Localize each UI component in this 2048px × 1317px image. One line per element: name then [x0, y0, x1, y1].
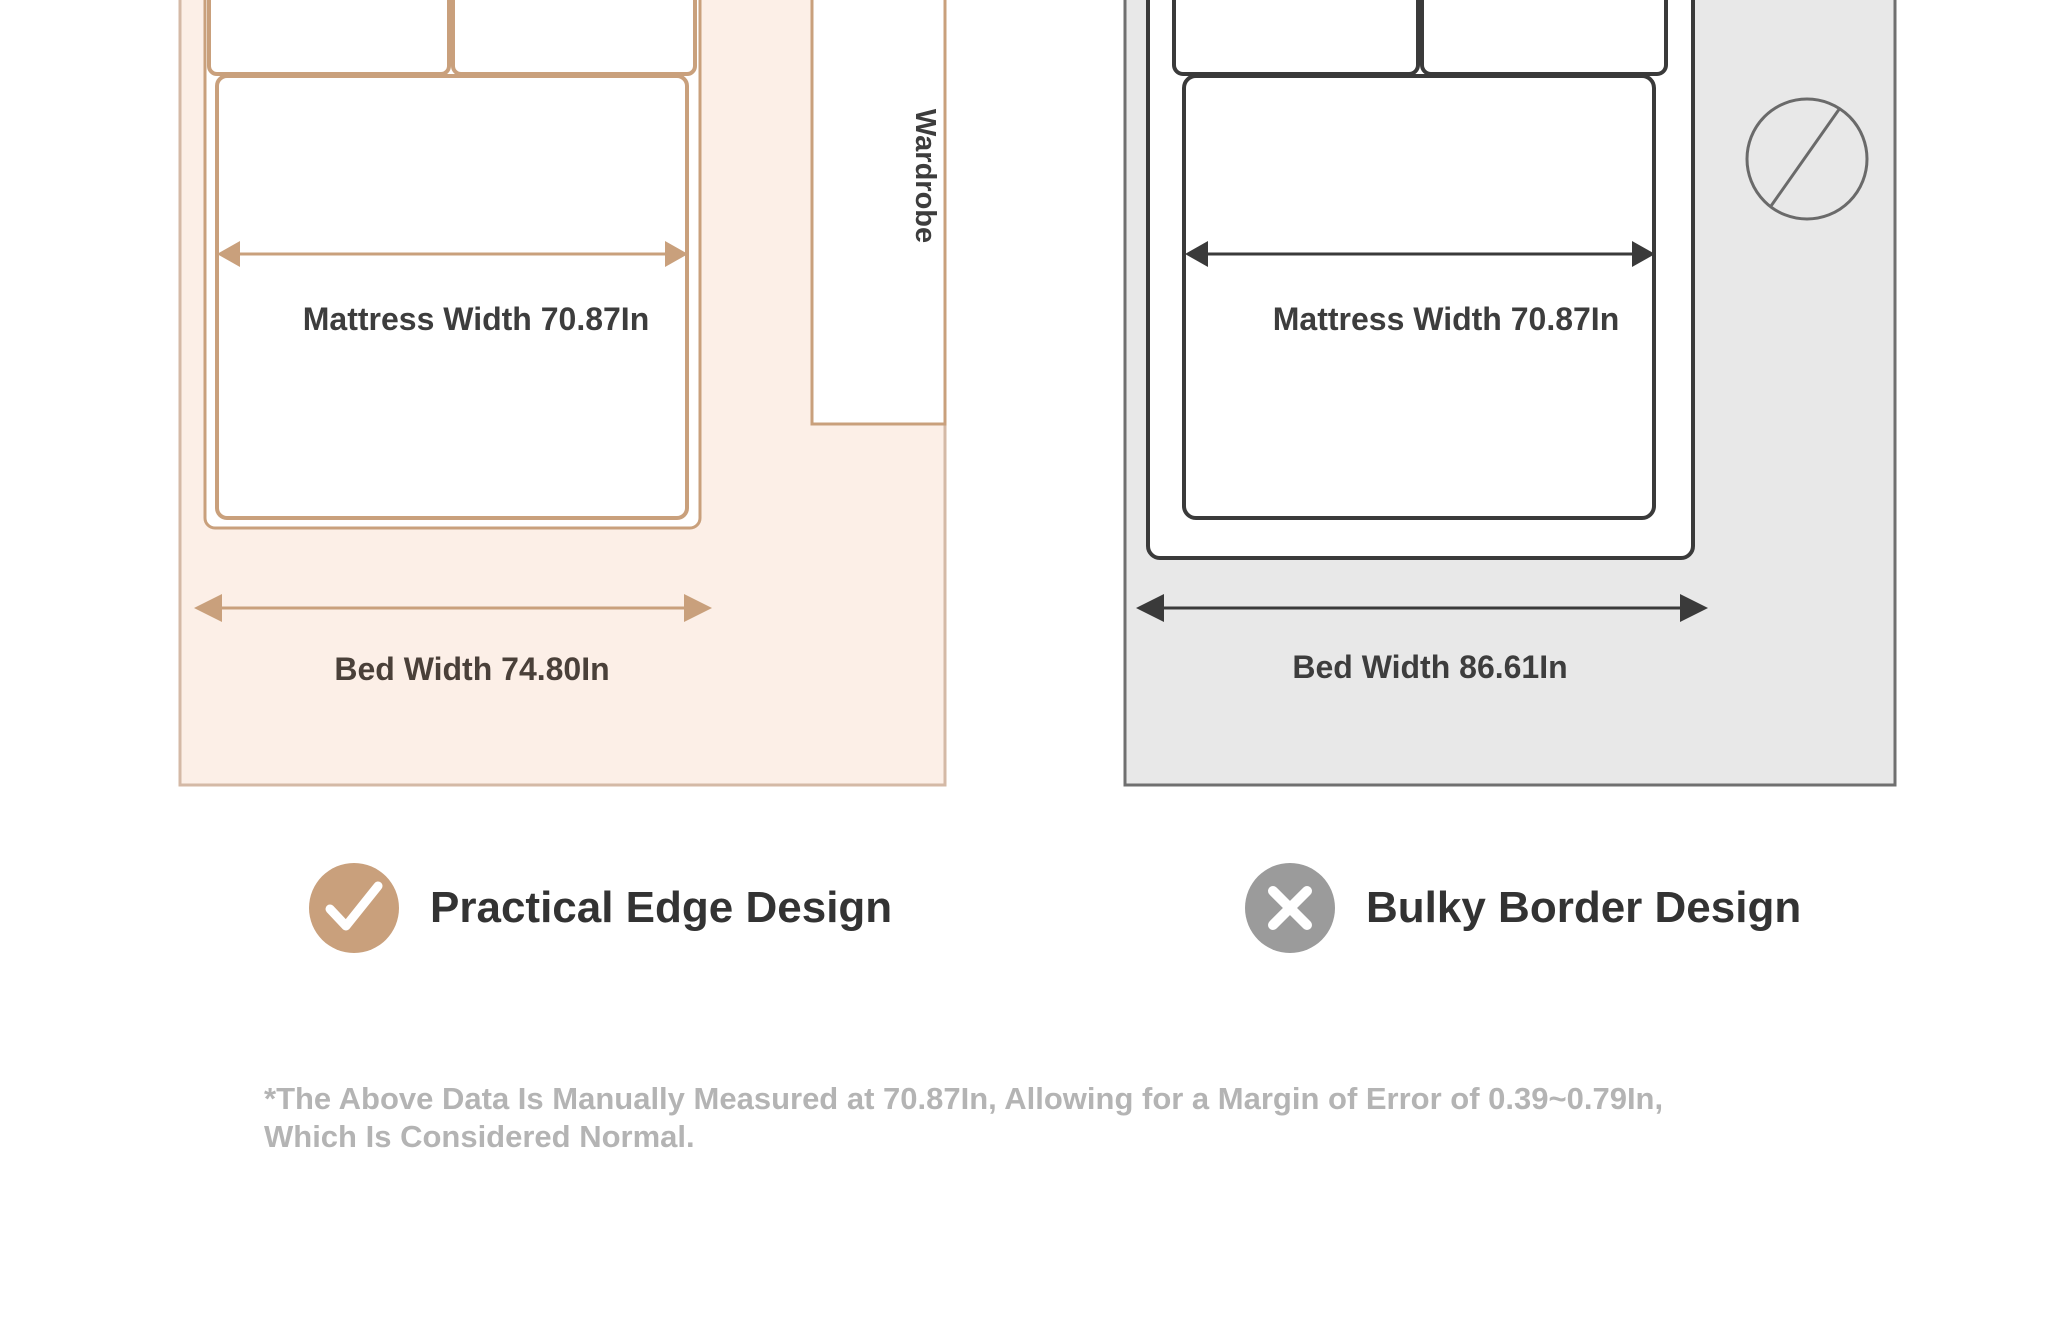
- right-bed-width-label: Bed Width 86.61In: [1292, 649, 1568, 685]
- footnote-line-2: Which Is Considered Normal.: [264, 1119, 695, 1154]
- practical-edge-caption: [308, 862, 892, 954]
- check-icon: [308, 862, 400, 954]
- right-mattress-width-label: Mattress Width 70.87In: [1272, 301, 1620, 337]
- bulky-border-label: Bulky Border Design: [1366, 883, 1802, 932]
- right-mattress: [1184, 76, 1654, 518]
- left-panel: [180, 0, 945, 785]
- right-pillow-1: [1174, 0, 1418, 74]
- measurement-footnote: [264, 1080, 1824, 1156]
- footnote-line-1: *The Above Data Is Manually Measured at 70.87In, Allowing for a Margin of Error of 0.39~0.79In,: [264, 1081, 1664, 1116]
- practical-edge-label: Practical Edge Design: [430, 883, 893, 932]
- bulky-border-caption: [1244, 862, 1801, 954]
- wardrobe-label: Wardrobe: [909, 108, 941, 244]
- left-pillow-2: [453, 0, 695, 74]
- left-mattress: [217, 76, 687, 518]
- cross-icon: [1244, 862, 1336, 954]
- left-bed-width-label: Bed Width 74.80In: [334, 651, 610, 687]
- left-pillow-1: [209, 0, 449, 74]
- right-panel: [1125, 0, 1895, 785]
- left-mattress-width-label: Mattress Width 70.87In: [302, 301, 650, 337]
- right-pillow-2: [1422, 0, 1666, 74]
